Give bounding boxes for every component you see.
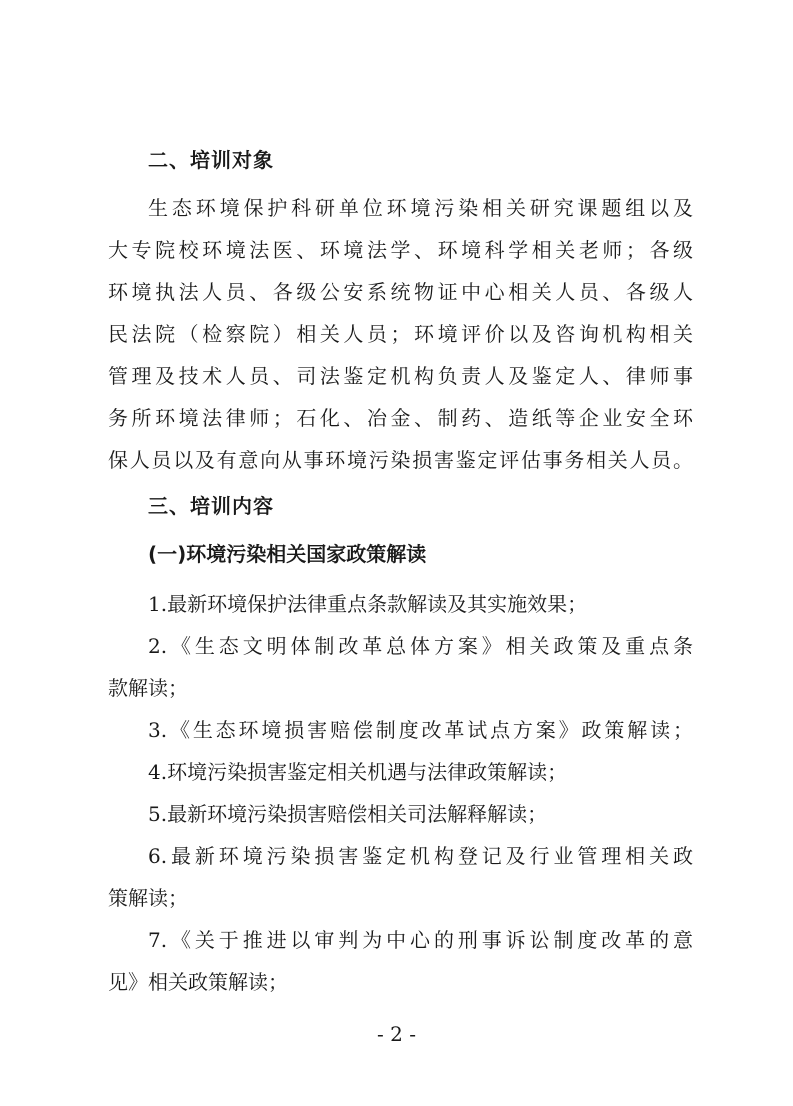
paragraph-line: 环境执法人员、各级公安系统物证中心相关人员、各级人 — [108, 280, 693, 304]
section-heading-training-targets: 二、培训对象 — [148, 148, 274, 172]
sub-section-heading-policy: (一)环境污染相关国家政策解读 — [148, 542, 427, 566]
paragraph-line: 民法院（检察院）相关人员；环境评价以及咨询机构相关 — [108, 322, 693, 346]
list-item: 5.最新环境污染损害赔偿相关司法解释解读； — [148, 802, 548, 826]
list-item: 1.最新环境保护法律重点条款解读及其实施效果； — [148, 592, 588, 616]
page-number: - 2 - — [377, 1022, 416, 1046]
section-heading-training-content: 三、培训内容 — [148, 494, 274, 518]
list-item-continuation: 款解读； — [108, 676, 188, 700]
paragraph-line: 大专院校环境法医、环境法学、环境科学相关老师；各级 — [108, 238, 693, 262]
list-item: 4.环境污染损害鉴定相关机遇与法律政策解读； — [148, 760, 568, 784]
paragraph-line: 保人员以及有意向从事环境污染损害鉴定评估事务相关人员。 — [108, 448, 693, 472]
list-item: 6.最新环境污染损害鉴定机构登记及行业管理相关政 — [148, 844, 693, 868]
list-item: 3.《生态环境损害赔偿制度改革试点方案》政策解读； — [148, 718, 693, 742]
list-item: 7.《关于推进以审判为中心的刑事诉讼制度改革的意 — [148, 928, 693, 952]
list-item-continuation: 见》相关政策解读； — [108, 970, 288, 994]
paragraph-line: 管理及技术人员、司法鉴定机构负责人及鉴定人、律师事 — [108, 364, 693, 388]
paragraph-line: 务所环境法律师；石化、冶金、制药、造纸等企业安全环 — [108, 406, 693, 430]
list-item: 2.《生态文明体制改革总体方案》相关政策及重点条 — [148, 634, 693, 658]
list-item-continuation: 策解读； — [108, 886, 188, 910]
paragraph-line: 生态环境保护科研单位环境污染相关研究课题组以及 — [148, 196, 693, 220]
